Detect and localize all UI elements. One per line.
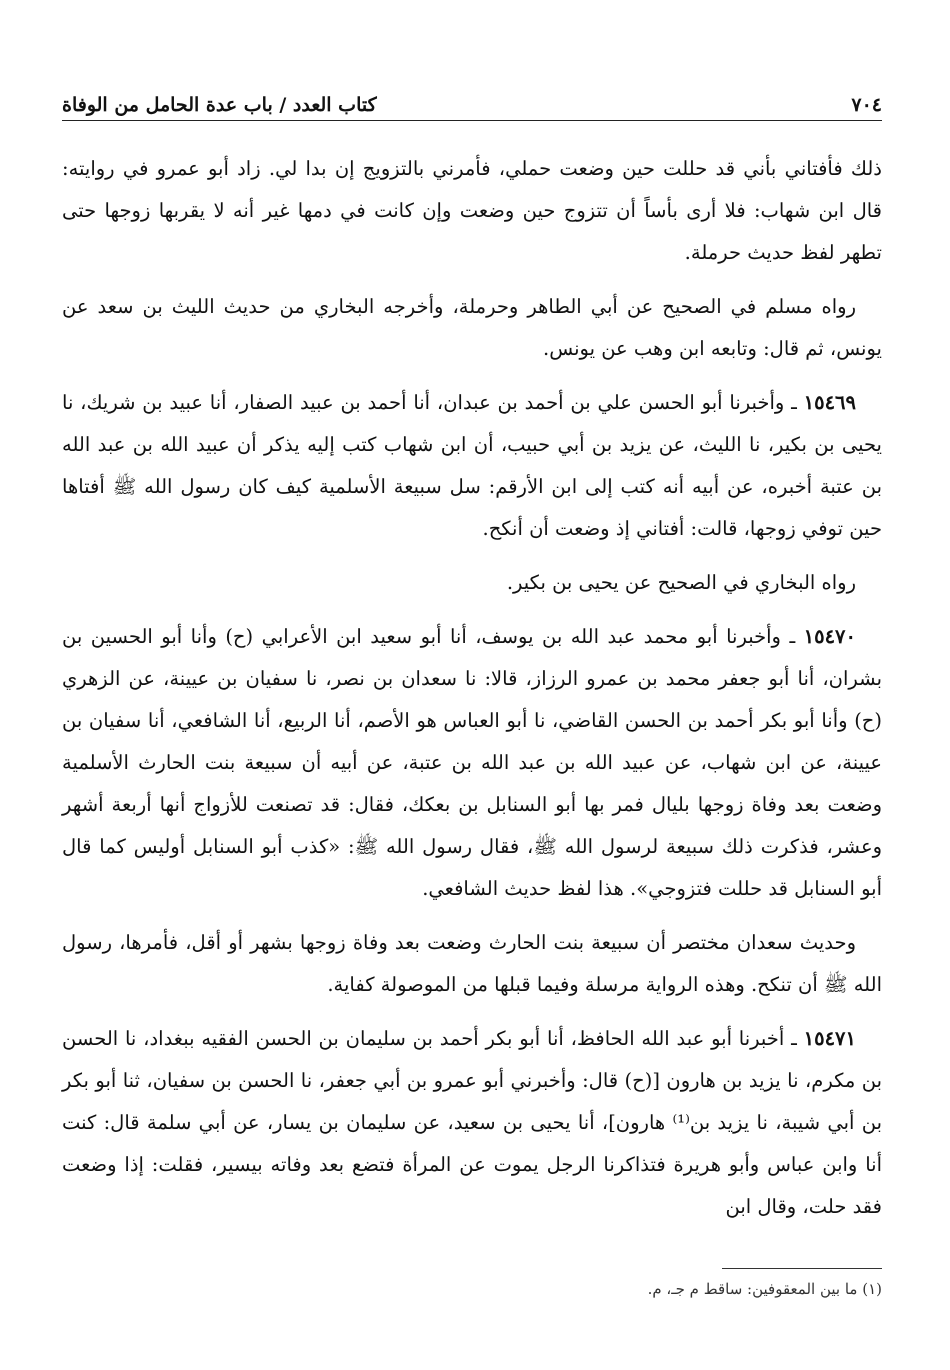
- paragraph-continuation: [62, 148, 882, 274]
- paragraph-text: رواه البخاري في الصحيح عن يحيى بن بكير.: [506, 571, 856, 594]
- paragraph-text: رواه مسلم في الصحيح عن أبي الطاهر وحرملة، وأخرجه البخاري من حديث الليث بن سعد عن يونس، ثم قال: وتابعه ابن وهب عن يونس.: [62, 295, 882, 360]
- paragraph-commentary: [62, 286, 882, 370]
- page-number: ٧٠٤: [851, 94, 882, 116]
- running-header: [62, 86, 882, 121]
- hadith-number: ١٥٤٧٠: [803, 625, 856, 648]
- paragraph-commentary: [62, 922, 882, 1006]
- footnote-divider: [722, 1268, 882, 1269]
- paragraph-text: وحديث سعدان مختصر أن سبيعة بنت الحارث وضعت بعد وفاة زوجها بشهر أو أقل، فأمرها، رسول الله ﷺ أن تنكح. وهذه الرواية مرسلة وفيما قبلها من الموصولة كفاية.: [62, 931, 882, 996]
- paragraph-text: ـ أخبرنا أبو عبد الله الحافظ، أنا أبو بكر أحمد بن سليمان بن الحسن الفقيه ببغداد، نا الحسن بن مكرم، نا يزيد بن هارون [(ح) قال: وأخبرني أبو عمرو بن أبي جعفر، نا الحسن بن سفيان، ثنا أبو بكر بن أبي شيبة، نا يزيد بن⁽¹⁾ هارون]، أنا يحيى بن سعيد، عن سليمان بن يسار، عن أبي سلمة قال: كنت أنا وابن عباس وأبو هريرة فتذاكرنا الرجل يموت عن المرأة فتضع بعد وفاته بيسير، فقلت: إذا وضعت فقد حلت، وقال ابن: [62, 1027, 882, 1218]
- paragraph-commentary: [62, 562, 882, 604]
- hadith-number: ١٥٤٦٩: [803, 391, 857, 414]
- hadith-paragraph: [62, 616, 882, 910]
- hadith-paragraph: [62, 1018, 882, 1228]
- page-body: [62, 148, 882, 1240]
- running-title: كتاب العدد / باب عدة الحامل من الوفاة: [62, 94, 377, 116]
- paragraph-text: ـ وأخبرنا أبو محمد عبد الله بن يوسف، أنا أبو سعيد ابن الأعرابي (ح) وأنا أبو الحسين بن بشران، أنا أبو جعفر محمد بن عمرو الرزاز، قالا: نا سعدان بن نصر، نا سفيان بن عيينة، عن الزهري (ح) وأنا أبو بكر أحمد بن الحسن القاضي، نا أبو العباس هو الأصم، أنا الربيع، أنا الشافعي، أنا سفيان بن عيينة، عن ابن شهاب، عن عبيد الله بن عبد الله بن عتبة، عن أبيه أن سبيعة بنت الحارث الأسلمية وضعت بعد وفاة زوجها بليال فمر بها أبو السنابل بن بعكك، فقال: قد تصنعت للأزواج أنها أربعة أشهر وعشر، فذكرت ذلك سبيعة لرسول الله ﷺ، فقال رسول الله ﷺ: «كذب أبو السنابل أوليس كما قال أبو السنابل قد حللت فتزوجي». هذا لفظ حديث الشافعي.: [62, 625, 882, 900]
- paragraph-text: ذلك فأفتاني بأني قد حللت حين وضعت حملي، فأمرني بالتزويج إن بدا لي. زاد أبو عمرو في روايته: قال ابن شهاب: فلا أرى بأساً أن تتزوج حين وضعت وإن كانت في دمها غير أنه لا يقربها زوجها حتى تطهر لفظ حديث حرملة.: [62, 157, 882, 264]
- hadith-number: ١٥٤٧١: [803, 1027, 856, 1050]
- paragraph-text: ـ وأخبرنا أبو الحسن علي بن أحمد بن عبدان، أنا أحمد بن عبيد الصفار، أنا عبيد بن شريك، نا يحيى بن بكير، نا الليث، عن يزيد بن أبي حبيب، أن ابن شهاب كتب إليه يذكر أن عبيد الله بن عبد الله بن عتبة أخبره، عن أبيه أنه كتب إلى ابن الأرقم: سل سبيعة الأسلمية كيف كان رسول الله ﷺ أفتاها حين توفي زوجها، قالت: أفتاني إذ وضعت أن أنكح.: [62, 391, 882, 540]
- footnote: (١) ما بين المعقوفين: ساقط م جـ، م.: [647, 1280, 882, 1298]
- hadith-paragraph: [62, 382, 882, 550]
